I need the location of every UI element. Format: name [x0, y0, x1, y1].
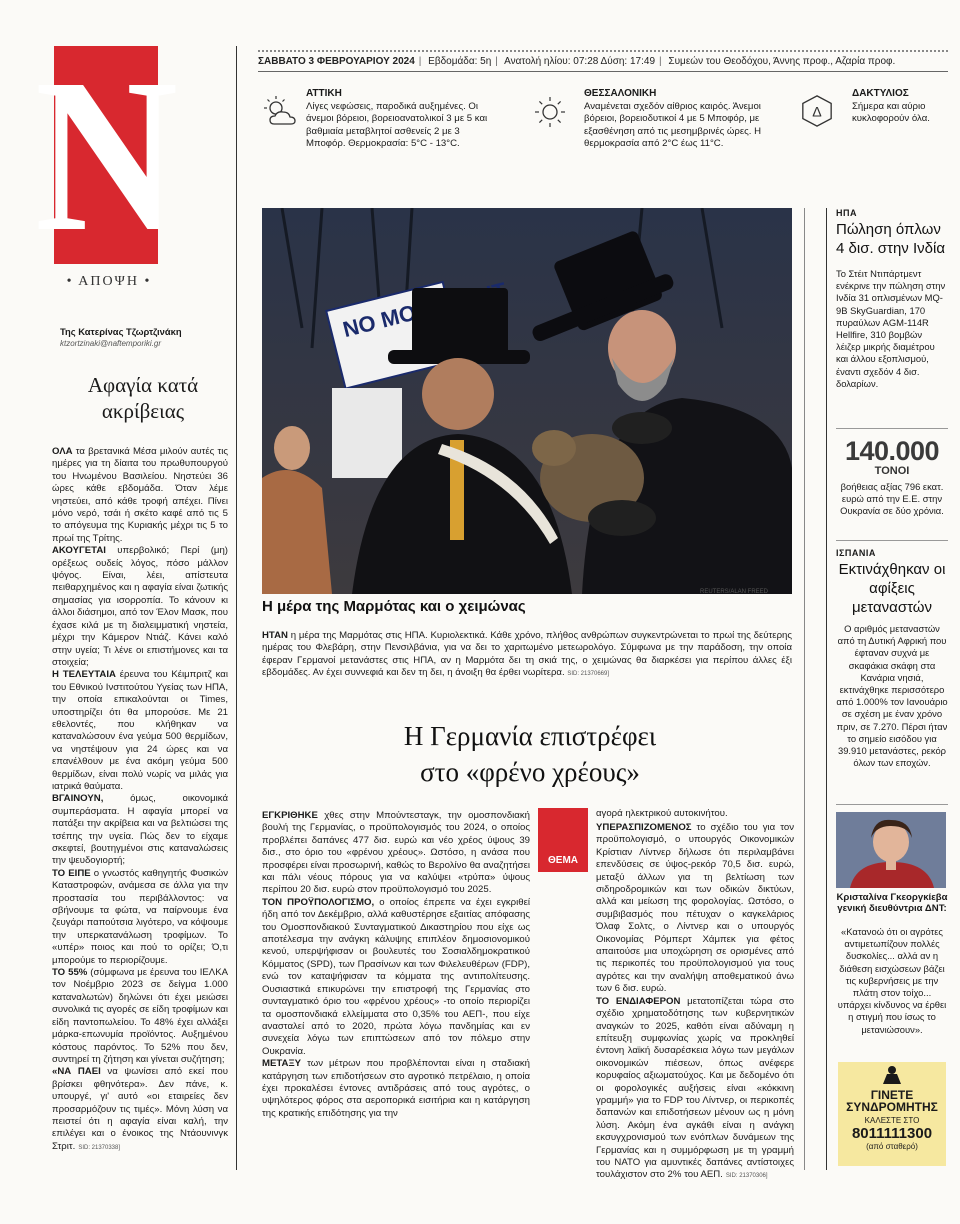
column-divider [236, 46, 237, 1170]
side-tag: ΗΠΑ [836, 208, 857, 218]
weather-region: ΘΕΣΣΑΛΟΝΙΚΗ [584, 88, 657, 99]
newspaper-logo [34, 33, 178, 277]
subscribe-box[interactable] [838, 1062, 946, 1166]
reader-icon [877, 1064, 907, 1084]
photo-credit: REUTERS/ALAN FREED [700, 589, 769, 595]
main-headline [300, 718, 760, 790]
side-text: Ο αριθμός μεταναστών από τη Δυτική Αφρική που έφταναν συχνά με σκαφάκια σκάφη στα Κανάρια νησιά, εκτινάχθηκε περισσότερο από 1.000% τον Ιανουάριο σε σχέση με έναν χρόνο πριν, σε 7.270. Πέρσι ήταν το σημείο εισόδου για 39.910 μετανάστες, ρεκόρ όλων των εποχών. [836, 623, 948, 769]
traffic-ring-icon [800, 94, 834, 128]
weather-attica [306, 88, 496, 150]
paragraph: Η ΤΕΛΕΥΤΑΙΑ έρευνα του Κέιμπριτζ και του Εθνικού Ινστιτούτου Υγείας των ΗΠΑ, την οποία επικαλούνται οι Times, υποστηρίζει ότι θα μπορούσε. Με 21 εθελοντές, που κλήθηκαν να καταναλώσουν ένα γεύμα 500 θερμίδων, να νηστέψουν για 24 ώρες και να επανέλθουν με ένα ακόμη γεύμα 500 θερμίδων, είναι πολύ νωρίς να μιλάς για ιατρικά θαύματα. [52, 669, 228, 792]
subscribe-phone[interactable]: 8011111300 [851, 1125, 933, 1142]
weather-ring [852, 88, 948, 126]
author-email: ktzortzinaki@naftemporiki.gr [60, 339, 162, 348]
subscribe-title: ΓΙΝΕΤΕ [870, 1088, 914, 1102]
author: Της Κατερίνας Τζωρτζινάκη [60, 326, 182, 337]
side-text: Το Στέιτ Ντιπάρτμεντ ενέκρινε την πώληση στην Ινδία 31 οπλισμένων MQ-9B SkyGuardian, 170 πυραύλων AGM-114R Hellfire, 310 βομβών λέιζερ μικρής διαμέτρου και άλλου εξοπλισμού, έναντι σχεδόν 4 δισ. δολαρίων. [836, 268, 946, 389]
divider [836, 428, 948, 429]
opinion-title: Αφαγία κατά ακρίβειας [87, 373, 199, 423]
weather-text: Λίγες νεφώσεις, παροδικά αυξημένες. Οι άνεμοι βόρειοι, βορειοανατολικοί 3 με 5 και βαθμιαία μεταβλητοί ασθενείς 2 με 3 Μποφόρ. Θερμοκρασία: 5°C - 13°C. [306, 101, 488, 149]
weather-text: Αναμένεται σχεδόν αίθριος καιρός. Άνεμοι βόρειοι, βορειοδυτικοί 4 με 5 Μποφόρ, με εξασθένηση από τις μεσημβρινές ώρες. Η θερμοκρασία από 2°C έως 11°C. [584, 101, 761, 149]
paragraph: ΤΟ ΕΝΔΙΑΦΕΡΟΝ μετατοπίζεται τώρα στο σχέδιο χρηματοδότησης των κυβερνητικών αναγκών το 2025, καθότι είναι αδύναμη η επίτευξη συμφωνίας χωρίς να προκληθεί έντονη λαϊκή δυσαρέσκεια λόγω των μεγάλων οικονομικών πιέσεων, όπως ανέφερε κορυφαίος αξιωματούχος. Και με δεδομένο ότι οι φορολογικές αυξήσεις είναι «κόκκινη γραμμή» για το FDP του Λίντνερ, οι περικοπές δαπανών και επιδοτήσεων μένουν ως η μόνη λύση. Ακόμη ένα αγκάθι είναι η ανάγκη εκσυγχρονισμού των ενόπλων δυνάμεων της Γερμανίας και η συμμόρφωση με τη γραμμή του ΝΑΤΟ για αμυντικές δαπάνες αντίστοιχες τουλάχιστον στο 2% του ΑΕΠ. SID: 21370306] [596, 995, 794, 1181]
photo-caption-body: ΗΤΑΝ η μέρα της Μαρμότας στις ΗΠΑ. Κυριολεκτικά. Κάθε χρόνο, πλήθος ανθρώπων συγκεντρώνεται το πρωί της δεύτερης ημέρας του Φλεβάρη, στην Πενσιλβάνια, για να δει το χαριτωμένο μετεωρολόγο. Σύμφωνα με την παράδοση, την οποία έφεραν Γερμανοί μετανάστες στις ΗΠΑ, αν η Μαρμότα δει τη σκιά της, ο χειμώνας θα διαρκέσει για περίπου άλλες έξι εβδομάδες. Αν έχει συννεφιά και δεν τη δει, η άνοιξη θα έρθει νωρίτερα. SID: 21370669] [262, 630, 792, 679]
paragraph: ΜΕΤΑΞΥ των μέτρων που προβλέπονται είναι η σταδιακή κατάργηση των επιδοτήσεων στο αγροτικό πετρέλαιο, η οποία έχει προκαλέσει έντονες αντιδράσεις από τους αγρότες, ο υψηλότερος φόρος στα αεροπορικά εισιτήρια και η κατάργηση της κρατικής επιδότησης για την [262, 1058, 530, 1119]
side-usa [836, 208, 948, 390]
svg-text:NO MORE WINT: NO [340, 309, 379, 343]
sun-times: Ανατολή ηλίου: 07:28 Δύση: 17:49 [504, 56, 656, 67]
saints-day: Συμεών του Θεοδόχου, Άννης προφ., Αζαρία προφ. [668, 56, 896, 67]
partly-cloudy-icon [262, 94, 298, 130]
side-title: Πώληση όπλων 4 δισ. στην Ινδία [836, 221, 945, 257]
headline-line: Η Γερμανία επιστρέφει [403, 721, 657, 751]
stat-number: 140.000 [844, 436, 940, 466]
quote-text: «Κατανοώ ότι οι αγρότες αντιμετωπίζουν πολλές δυσκολίες... αλλά αν η διάθεση εισχώσεων βάζει τις κυβερνήσεις με την πλάτη στον τοίχο... υπάρχει κίνδυνος να έρθει η στιγμή που ίσως το μετανιώσουν». [837, 926, 947, 1035]
week: Εβδομάδα: 5η [428, 56, 492, 67]
portrait-georgieva [836, 812, 946, 888]
opinion-body [52, 446, 228, 1154]
stat-text: βοήθειας αξίας 796 εκατ. ευρώ από την Ε.Ε. στην Ουκρανία σε δύο χρόνια. [840, 481, 944, 517]
paragraph: ΑΚΟΥΓΕΤΑΙ υπερβολικό; Περί (μη) ορέξεως ουδείς λόγος, πόσο μάλλον ψόγος. Είναι, λέει, απίστευτα πειθαρχημένος και η αφαγία είναι ζωτικής σημασίας για ισορροπία. Το κάνουν κι άλλοι διάσημοι, από τον Έλον Μασκ, που έχασε κιλά με τη διαλειμματική νηστεία, μέχρι την Κάμερον Ντιάζ. Κάνει καλό στην υγεία; Τι λένε οι επιστήμονες και τα στοιχεία; [52, 545, 228, 668]
side-spain [836, 548, 948, 769]
paragraph: ΕΓΚΡΙΘΗΚΕ χθες στην Μπούντεσταγκ, την ομοσπονδιακή βουλή της Γερμανίας, ο προϋπολογισμός του 2024, ο οποίος προβλέπει δαπάνες 477 δισ. ευρώ και νέο χρέος ύψους 39 δισ., στο όριο του «φρένου χρέους». Ωστόσο, η ανάσα που προσφέρει είναι προσωρινή, καθώς το Βερολίνο θα αναζητήσει και πάλι νέους πόρους για να καλύψει «τρύπα» ύψους περίπου 20 δισ. ευρώ στον προϋπολογισμό του 2025. [262, 810, 530, 896]
stat-unit: ΤΟΝΟΙ [874, 465, 910, 477]
photo-caption-title: Η μέρα της Μαρμότας και ο χειμώνας [262, 598, 526, 615]
sun-icon [532, 94, 568, 130]
paragraph: αγορά ηλεκτρικού αυτοκινήτου. [596, 808, 728, 819]
svg-text:Δ: Δ [812, 104, 822, 121]
subscribe-call: ΚΑΛΕΣΤΕ ΣΤΟ [864, 1116, 920, 1125]
paragraph: «ΝΑ ΠΑΕΙ να ψωνίσει από εκεί που βρίσκει φθηνότερα». Δεν πάνε, κ. υπουργέ, γι' αυτό «οι εταιρείες δεν προσαρμόζουν τις τιμές». Μόνη λύση να πειστεί ότι η αφαγία είναι καλή, την επιλέγει και ο ένοικος της Ντάουνινγκ Στριτ. SID: 21370338] [52, 1066, 228, 1152]
main-article-col2 [596, 808, 794, 820]
weather-region: ΔΑΚΤΥΛΙΟΣ [852, 88, 909, 99]
opinion-byline [60, 326, 230, 348]
paragraph: ΒΓΑΙΝΟΥΝ, όμως, οικονομικά συμπεράσματα. Η αφαγία μπορεί να πατάξει την ακρίβεια και να βελτιώσει της τσέπης την υγεία. Πώς δεν το είχαμε σκεφτεί, βουτηγμένοι στις καταναλώσεις την ψευδογιορτή; [52, 793, 228, 867]
column-divider [826, 208, 827, 1170]
date-bar: ΣΑΒΒΑΤΟ 3 ΦΕΒΡΟΥΑΡΙΟΥ 2024 | Εβδομάδα: 5η | Ανατολή ηλίου: 07:28 Δύση: 17:49 | Συμεών του Θεοδόχου, Άννης προφ., Αζαρία προφ. [258, 50, 948, 72]
divider [836, 540, 948, 541]
side-quote [836, 892, 948, 1036]
paragraph: ΤΟΝ ΠΡΟΫΠΟΛΟΓΙΣΜΟ, ο οποίος έπρεπε να έχει εγκριθεί ήδη από τον Δεκέμβριο, αλλά καθυστέρησε εξαιτίας απόφασης του Ομοσπονδιακού Συνταγματικού Δικαστηρίου που είχε ως αποτέλεσμα την ανάγκη κάλυψης επιπλέον δημοσιονομικού κενού, υπερψήφισαν οι βουλευτές του Σοσιαλδημοκρατικού Κόμματος (SPD), των Πρασίνων και των Φιλελευθέρων (FDP), ενώ τον καταψήφισαν τα κόμματα της αντιπολίτευσης. Ουσιαστικά επικυρώνει την επιστροφή της Γερμανίας στο συνταγματικό όριο του «φρένου χρέους» -το οποίο περιορίζει τα ομοσπονδιακά ελλείμματα στο 0,35% του ΑΕΠ-, που είχε ανασταλεί από το 2020, πρώτα λόγω πανδημίας και εν συνεχεία λόγω των επιπτώσεων από τον πόλεμο στην Ουκρανία. [262, 896, 530, 1057]
section-label: • ΑΠΟΨΗ • [66, 274, 152, 289]
quote-role: γενική διευθύντρια ΔΝΤ: [837, 903, 947, 914]
subscribe-note: (από σταθερό) [866, 1142, 918, 1151]
main-article-col2-wide [596, 822, 794, 1183]
weather-region: ΑΤΤΙΚΗ [306, 88, 342, 99]
quote-name: Κρισταλίνα Γκεοργκίεβα [836, 892, 948, 903]
weather-thessaloniki [584, 88, 780, 150]
paragraph: ΥΠΕΡΑΣΠΙΖΟΜΕΝΟΣ το σχέδιο του για τον προϋπολογισμό, ο υπουργός Οικονομικών Κρίστιαν Λίντνερ δήλωσε ότι περιλαμβάνει επενδύσεις σε ύψος-ρεκόρ 70,5 δισ. ευρώ, μεταξύ άλλων για τη βελτίωση των σιδηροδρομικών και των οδικών δικτύων, αλλά και μείωση της φορολογίας. Ωστόσο, ο συμβιβασμός που πέτυχαν ο καγκελάριος Όλαφ Σολτς, ο Λίντνερ και ο υπουργός Οικονομίας Ρόμπερτ Χάμπεκ για φέτος απαιτούσε μια υποχώρηση σε ορισμένες από τις περικοπές του προϋπολογισμού για τους αγρότες και την αναλήψη αποθεματικού άνω των 6 δισ. ευρώ. [596, 822, 794, 995]
date: ΣΑΒΒΑΤΟ 3 ΦΕΒΡΟΥΑΡΙΟΥ 2024 [258, 56, 415, 67]
side-tag: ΙΣΠΑΝΙΑ [836, 548, 876, 558]
subscribe-title: ΣΥΝΔΡΟΜΗΤΗΣ [846, 1100, 938, 1114]
theme-label: ΘΕΜΑ [548, 855, 578, 866]
paragraph: ΤΟ 55% (σύμφωνα με έρευνα του ΙΕΛΚΑ τον Νοέμβριο 2023 σε δείγμα 1.000 καταναλωτών) δηλώνει ότι έχει μειώσει συνολικά τις αγορές σε είδη τροφίμων και είδη παντοπωλείου. Το 48% έχει αλλάξει μάρκα-επωνυμία προϊόντος. Αυξημένου κόστους παρόντος. Το 52% που δεν, συντηρεί τη ζήτηση και γίνεται συζήτηση; [52, 967, 228, 1065]
groundhog-day-photo [262, 208, 792, 594]
headline-line: στο «φρένο χρέους» [420, 757, 640, 787]
theme-badge [538, 808, 588, 872]
paragraph: ΟΛΑ τα βρετανικά Μέσα μιλούν αυτές τις ημέρες για τη δίαιτα του πρωθυπουργού του Ηνωμένου Βασιλείου. Νηστεύει 36 ώρες κάθε εβδομάδα. Όταν λέμε νηστεύει, από κάθε τροφή απέχει. Πίνει μόνο νερό, τσάι ή σκέτο καφέ από τις 5 το απόγευμα της Κυριακής μέχρι τις 5 το πρωί της Τρίτης. [52, 446, 228, 544]
divider [836, 804, 948, 805]
column-divider [804, 208, 805, 1170]
paragraph: ΤΟ ΕΙΠΕ ο γνωστός καθηγητής Φυσικών Καταστροφών, ανάμεσα σε άλλα για την προστασία του περιβάλλοντος: να σβήνουμε τα φώτα, να παίρνουμε ένα ζευγάρι παπούτσια λιγότερο, να κόψουμε την υπερκατανάλωση τροφίμων. Το «υπέρ» ποιος και πού το ορίζει; Ό,τι μπορούμε το περιορίζουμε. [52, 867, 228, 966]
side-title: Εκτινάχθηκαν οι αφίξεις μεταναστών [838, 561, 946, 616]
weather-text: Σήμερα και αύριο κυκλοφορούν όλα. [852, 101, 930, 125]
side-stat [836, 436, 948, 518]
logo-letter: N [34, 33, 178, 277]
main-article-col1 [262, 810, 530, 1120]
